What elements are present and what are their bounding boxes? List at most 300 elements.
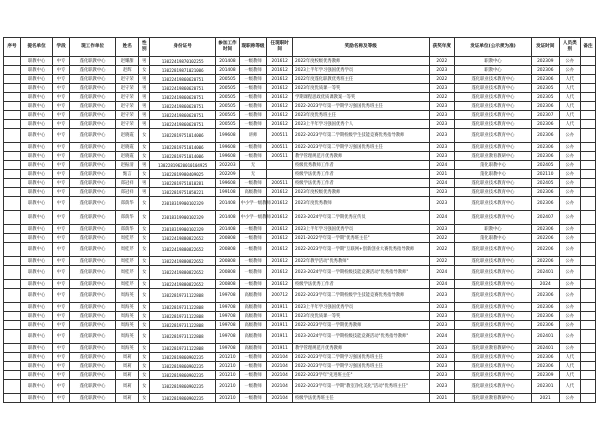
cell-award-year: 2023 — [429, 84, 455, 93]
cell-title-since: 202104 — [267, 362, 293, 371]
cell-issuer: 蓬化职业教育教研中心 — [455, 152, 532, 161]
cell-note — [580, 257, 595, 266]
cell-award-year: 2023 — [429, 152, 455, 161]
cell-work-unit: 蓬化职教中心 — [70, 394, 116, 403]
cell-work-unit: 蓬化职教中心 — [70, 188, 116, 197]
cell-work-unit: 蓬化职教中心 — [70, 170, 116, 179]
cell-start-date: 201210 — [216, 380, 239, 394]
cell-id-number: 23018319900102329 — [150, 211, 216, 225]
cell-id-number: 13022419870102255 — [150, 57, 216, 66]
cell-name: 周海英 — [115, 289, 138, 303]
cell-note — [580, 371, 595, 380]
table-row — [4, 211, 596, 225]
cell-name: 周海英 — [115, 330, 138, 344]
cell-sex: 男 — [139, 75, 150, 84]
cell-work-unit: 蓬化职教中心 — [70, 362, 116, 371]
cell-stage: 中专 — [53, 93, 70, 102]
cell-stage: 中专 — [53, 280, 70, 289]
cell-award: 2022-2023学年第一学期学习强国优秀班主任 — [292, 362, 429, 371]
cell-issue-date: 202306 — [531, 197, 559, 211]
column-header: 发证单位(公示须为准) — [455, 38, 532, 57]
cell-issuer: 蓬化职业技术教育中心 — [455, 243, 532, 257]
cell-issuer: 蓬化职业技术教育中心 — [455, 75, 532, 84]
cell-title-since: 200511 — [267, 129, 293, 143]
cell-staff-type: 公办 — [559, 257, 580, 266]
cell-staff-type: 公办 — [559, 234, 580, 243]
cell-award-year: 2022 — [429, 93, 455, 102]
table-row — [4, 371, 596, 380]
cell-issue-date: 202206 — [531, 243, 559, 257]
cell-issue-date: 2024 — [531, 280, 559, 289]
cell-issuer: 蓬化职业教育教研中心 — [455, 344, 532, 353]
column-header: 现工作单位 — [70, 38, 116, 57]
cell-note — [580, 161, 595, 170]
cell-title-since: 201612 — [267, 188, 293, 197]
cell-sex: 女 — [139, 197, 150, 211]
cell-note — [580, 188, 595, 197]
cell-note — [580, 303, 595, 312]
cell-start-date: 199708 — [216, 312, 239, 321]
cell-award: 2022-2023学年第二学期学习强国优秀班主任 — [292, 353, 429, 362]
cell-note — [580, 84, 595, 93]
cell-stage: 中专 — [53, 161, 70, 170]
cell-id-number: 13022419880822652 — [150, 234, 216, 243]
cell-sex: 女 — [139, 66, 150, 75]
cell-stage: 中专 — [53, 312, 70, 321]
column-header: 提名单位 — [21, 38, 53, 57]
table-row — [4, 289, 596, 303]
cell-nominating-unit: 职教中心 — [21, 353, 53, 362]
cell-title-since: 201612 — [267, 93, 293, 102]
cell-sex: 女 — [139, 371, 150, 380]
cell-work-unit: 蓬化职教中心 — [70, 120, 116, 129]
cell-stage: 中专 — [53, 234, 70, 243]
cell-award: 2023上半年学习强国优秀学员 — [292, 66, 429, 75]
cell-start-date: 202209 — [216, 170, 239, 179]
cell-award: 2022年教学活动"优秀教师" — [292, 257, 429, 266]
cell-staff-type: 人代 — [559, 75, 580, 84]
cell-award-year: 2024 — [429, 161, 455, 170]
cell-title-since: 201612 — [267, 84, 293, 93]
cell-work-unit: 蓬化职教中心 — [70, 234, 116, 243]
cell-note — [580, 179, 595, 188]
cell-issuer: 蓬化职业技术教育中心 — [455, 330, 532, 344]
cell-note — [580, 143, 595, 152]
cell-stage: 中专 — [53, 380, 70, 394]
cell-award: 2023上半年学习强国优秀学员 — [292, 303, 429, 312]
cell-title-since: 202104 — [267, 353, 293, 362]
cell-staff-type: 公办 — [559, 243, 580, 257]
cell-name: 郑荫华 — [115, 211, 138, 225]
cell-staff-type: 公办 — [559, 188, 580, 197]
cell-staff-type: 公办 — [559, 143, 580, 152]
cell-nominating-unit: 职教中心 — [21, 84, 53, 93]
cell-id-number: 13022819751014006 — [150, 143, 216, 152]
cell-issuer: 蓬化职教中心 — [455, 161, 532, 170]
cell-note — [580, 120, 595, 129]
cell-note — [580, 330, 595, 344]
cell-award: 校级学法优秀工作者 — [292, 170, 429, 179]
cell-issuer: 蓬化职业技术教育中心 — [455, 188, 532, 197]
table-row — [4, 225, 596, 234]
cell-sex: 女 — [139, 143, 150, 152]
cell-name: 郑荫华 — [115, 225, 138, 234]
cell-title-since: 201911 — [267, 330, 293, 344]
cell-note — [580, 197, 595, 211]
cell-id-number: 13022819980409025 — [150, 170, 216, 179]
cell-award-year: 2024 — [429, 266, 455, 280]
cell-note — [580, 321, 595, 330]
cell-name: 赵守荣 — [115, 120, 138, 129]
cell-nominating-unit: 职教中心 — [21, 211, 53, 225]
cell-staff-type: 人代 — [559, 380, 580, 394]
cell-staff-type: 人代 — [559, 111, 580, 120]
cell-staff-type: 公办 — [559, 225, 580, 234]
cell-issuer: 职教中心 — [455, 57, 532, 66]
cell-issue-date: 202306 — [531, 129, 559, 143]
column-header: 奖励名称及等级 — [292, 38, 429, 57]
cell-staff-type: 公办 — [559, 289, 580, 303]
column-header: 任现职时间 — [267, 38, 293, 57]
cell-note — [580, 57, 595, 66]
cell-work-unit: 蓬化职教中心 — [70, 57, 116, 66]
cell-no — [4, 66, 21, 75]
cell-title-since: 201612 — [267, 120, 293, 129]
cell-nominating-unit: 职教中心 — [21, 179, 53, 188]
cell-start-date: 199708 — [216, 303, 239, 312]
cell-start-date: 200505 — [216, 93, 239, 102]
cell-title: 一级教师 — [239, 280, 267, 289]
cell-award: 2022-2023学年第一学期"互联网+创新创业大赛优秀指导教师 — [292, 243, 429, 257]
cell-no — [4, 102, 21, 111]
table-row — [4, 143, 596, 152]
table-row — [4, 197, 596, 211]
cell-issue-date: 202306 — [531, 225, 559, 234]
cell-note — [580, 394, 595, 403]
cell-sex: 女 — [139, 312, 150, 321]
cell-award: 2023上半年学习强国优秀学员 — [292, 225, 429, 234]
cell-award: 2023上半年学习强国优秀个人 — [292, 120, 429, 129]
cell-work-unit: 蓬化职教中心 — [70, 289, 116, 303]
cell-sex: 男 — [139, 57, 150, 66]
cell-stage: 中专 — [53, 257, 70, 266]
cell-start-date: 201408 — [216, 66, 239, 75]
cell-id-number: 13022819860902235 — [150, 353, 216, 362]
cell-no — [4, 211, 21, 225]
cell-sex: 女 — [139, 330, 150, 344]
cell-award: 2023年度校级优秀教师 — [292, 188, 429, 197]
cell-staff-type: 人代 — [559, 120, 580, 129]
cell-sex: 女 — [139, 129, 150, 143]
cell-sex: 女 — [139, 225, 150, 234]
cell-name: 周桂芹 — [115, 257, 138, 266]
cell-start-date: 199708 — [216, 321, 239, 330]
cell-no — [4, 371, 21, 380]
column-header: 序号 — [4, 38, 21, 57]
table-row — [4, 152, 596, 161]
cell-no — [4, 380, 21, 394]
cell-id-number: 23018319900102329 — [150, 197, 216, 211]
cell-issuer: 职教中心 — [455, 66, 532, 75]
cell-award-year: 2023 — [429, 289, 455, 303]
table-row — [4, 234, 596, 243]
cell-issue-date: 202306 — [531, 289, 559, 303]
cell-nominating-unit: 职教中心 — [21, 243, 53, 257]
cell-work-unit: 蓬化职教中心 — [70, 211, 116, 225]
cell-sex: 女 — [139, 243, 150, 257]
cell-issue-date: 202306 — [531, 312, 559, 321]
cell-stage: 中专 — [53, 266, 70, 280]
table-row — [4, 394, 596, 403]
cell-name: 赵守荣 — [115, 102, 138, 111]
cell-start-date: 201408 — [216, 197, 239, 211]
cell-no — [4, 197, 21, 211]
cell-title: 高级教师 — [239, 303, 267, 312]
cell-no — [4, 330, 21, 344]
cell-stage: 中专 — [53, 111, 70, 120]
cell-no — [4, 353, 21, 362]
cell-award: 2022-2023学年第一学期优秀教师 — [292, 321, 429, 330]
cell-award: 2022-2023学年第一学期学习强国优秀班主任 — [292, 102, 429, 111]
cell-note — [580, 170, 595, 179]
cell-id-number: 13022819731122808 — [150, 312, 216, 321]
cell-sex: 女 — [139, 394, 150, 403]
table-row — [4, 66, 596, 75]
cell-start-date: 200808 — [216, 280, 239, 289]
cell-issuer: 蓬化职业技术教育中心 — [455, 102, 532, 111]
cell-name: 周桂芹 — [115, 266, 138, 280]
cell-issue-date: 202405 — [531, 179, 559, 188]
cell-name: 周莉 — [115, 380, 138, 394]
cell-id-number: 13022819731122808 — [150, 330, 216, 344]
cell-id-number: 13022819860902235 — [150, 371, 216, 380]
cell-title: 一级教师 — [239, 120, 267, 129]
cell-work-unit: 蓬化职教中心 — [70, 129, 116, 143]
cell-award-year: 2023 — [429, 312, 455, 321]
cell-issue-date: 202306 — [531, 120, 559, 129]
cell-issue-date: 202306 — [531, 321, 559, 330]
table-row — [4, 321, 596, 330]
cell-award-year: 2022 — [429, 234, 455, 243]
cell-issuer: 蓬化职教中心 — [455, 234, 532, 243]
cell-issuer: 蓬化职业技术教育中心 — [455, 303, 532, 312]
table-row — [4, 93, 596, 102]
cell-title: 讲师 — [239, 129, 267, 143]
cell-staff-type: 人代 — [559, 102, 580, 111]
cell-name: 周莉 — [115, 394, 138, 403]
cell-title-since: 201612 — [267, 111, 293, 120]
column-header: 备注 — [580, 38, 595, 57]
cell-note — [580, 380, 595, 394]
cell-note — [580, 102, 595, 111]
cell-note — [580, 344, 595, 353]
cell-start-date: 199608 — [216, 179, 239, 188]
cell-id-number: 13022419880822652 — [150, 280, 216, 289]
cell-title: 高级教师 — [239, 289, 267, 303]
cell-award-year: 2023 — [429, 143, 455, 152]
cell-staff-type: 公办 — [559, 266, 580, 280]
cell-name: 周莉 — [115, 353, 138, 362]
cell-id-number: 23018319900102329 — [150, 225, 216, 234]
cell-title-since: 201911 — [267, 303, 293, 312]
cell-award-year: 2023 — [429, 111, 455, 120]
cell-award-year: 2024 — [429, 280, 455, 289]
cell-name: 赵辉 — [115, 66, 138, 75]
column-header: 现职称等级 — [239, 38, 267, 57]
cell-start-date: 200808 — [216, 243, 239, 257]
cell-issuer: 蓬化职业技术教育中心 — [455, 211, 532, 225]
cell-sex: 男 — [139, 161, 150, 170]
cell-staff-type: 公办 — [559, 303, 580, 312]
cell-title: 一级教师 — [239, 143, 267, 152]
table-row — [4, 266, 596, 280]
cell-nominating-unit: 职教中心 — [21, 66, 53, 75]
table-row — [4, 303, 596, 312]
cell-stage: 中专 — [53, 362, 70, 371]
cell-award: 2022年度校级优秀教师 — [292, 57, 429, 66]
cell-title-since: 201612 — [267, 234, 293, 243]
cell-start-date: 201210 — [216, 371, 239, 380]
cell-staff-type: 公办 — [559, 57, 580, 66]
cell-name: 周莉 — [115, 371, 138, 380]
column-header: 性别 — [139, 38, 150, 57]
cell-start-date: 200808 — [216, 266, 239, 280]
cell-award-year: 2023 — [429, 225, 455, 234]
cell-work-unit: 蓬化职教中心 — [70, 257, 116, 266]
cell-name: 郑冠祥 — [115, 188, 138, 197]
cell-staff-type: 公办 — [559, 66, 580, 75]
table-row — [4, 102, 596, 111]
cell-stage: 中专 — [53, 66, 70, 75]
cell-stage: 中专 — [53, 152, 70, 161]
cell-staff-type: 公办 — [559, 197, 580, 211]
cell-title-since: 201911 — [267, 321, 293, 330]
column-header: 获奖年度 — [429, 38, 455, 57]
cell-no — [4, 161, 21, 170]
cell-nominating-unit: 职教中心 — [21, 197, 53, 211]
cell-work-unit: 蓬化职教中心 — [70, 75, 116, 84]
cell-title-since: 201612 — [267, 243, 293, 257]
cell-start-date: 199108 — [216, 188, 239, 197]
cell-title: 无 — [239, 170, 267, 179]
cell-name: 周桂芹 — [115, 280, 138, 289]
cell-sex: 男 — [139, 188, 150, 197]
cell-no — [4, 170, 21, 179]
cell-name: 赵守荣 — [115, 75, 138, 84]
cell-staff-type: 公办 — [559, 170, 580, 179]
cell-issuer: 蓬化职业技术教育中心 — [455, 179, 532, 188]
cell-work-unit: 蓬化职教中心 — [70, 330, 116, 344]
cell-no — [4, 321, 21, 330]
cell-note — [580, 353, 595, 362]
cell-award: 2023年度优质课一等奖 — [292, 84, 429, 93]
cell-title: 一级教师 — [239, 102, 267, 111]
cell-start-date: 200505 — [216, 102, 239, 111]
cell-note — [580, 129, 595, 143]
cell-issuer: 蓬化职业教育教研中心 — [455, 394, 532, 403]
cell-award: 校级学法优秀班主任 — [292, 394, 429, 403]
cell-no — [4, 93, 21, 102]
cell-issue-date: 202401 — [531, 330, 559, 344]
cell-stage: 中专 — [53, 84, 70, 93]
cell-award: 校级学法优秀工作者 — [292, 179, 429, 188]
cell-title-since: 201612 — [267, 197, 293, 211]
cell-title: 一级教师 — [239, 353, 267, 362]
cell-stage: 中专 — [53, 371, 70, 380]
cell-nominating-unit: 职教中心 — [21, 289, 53, 303]
cell-issuer: 蓬化职业技术教育中心 — [455, 353, 532, 362]
cell-title: 一级教师 — [239, 243, 267, 257]
cell-stage: 中专 — [53, 344, 70, 353]
cell-title: 中小学一级教师 — [239, 197, 267, 211]
cell-award: 教学管理规范月优秀教师 — [292, 344, 429, 353]
cell-title: 一级教师 — [239, 66, 267, 75]
cell-title: 一级教师 — [239, 225, 267, 234]
cell-award-year: 2021 — [429, 170, 455, 179]
cell-award: 2022-2023学年第二学期校级学生技能竞赛优秀指导教师 — [292, 289, 429, 303]
cell-title: 一级教师 — [239, 234, 267, 243]
cell-title-since: 200712 — [267, 289, 293, 303]
cell-staff-type: 公办 — [559, 394, 580, 403]
table-row — [4, 380, 596, 394]
cell-id-number: 13022419860620751 — [150, 120, 216, 129]
cell-start-date: 199608 — [216, 129, 239, 143]
cell-title-since: 200511 — [267, 152, 293, 161]
cell-note — [580, 111, 595, 120]
table-row — [4, 75, 596, 84]
cell-issuer: 蓬化职业技术教育中心 — [455, 312, 532, 321]
cell-work-unit: 蓬化职教中心 — [70, 84, 116, 93]
cell-start-date: 200808 — [216, 257, 239, 266]
cell-nominating-unit: 职教中心 — [21, 93, 53, 102]
cell-title: 一级教师 — [239, 371, 267, 380]
cell-nominating-unit: 职教中心 — [21, 362, 53, 371]
cell-name: 周桂芹 — [115, 234, 138, 243]
cell-staff-type: 人代 — [559, 84, 580, 93]
cell-title-since: 202104 — [267, 380, 293, 394]
cell-stage: 中专 — [53, 170, 70, 179]
cell-start-date: 201408 — [216, 225, 239, 234]
cell-sex: 男 — [139, 179, 150, 188]
cell-name: 赵守荣 — [115, 84, 138, 93]
cell-work-unit: 蓬化职教中心 — [70, 102, 116, 111]
cell-note — [580, 243, 595, 257]
cell-title: 高级教师 — [239, 321, 267, 330]
cell-nominating-unit: 职教中心 — [21, 152, 53, 161]
cell-start-date: 200808 — [216, 234, 239, 243]
cell-stage: 中专 — [53, 57, 70, 66]
table-row — [4, 111, 596, 120]
cell-title-since: 200511 — [267, 179, 293, 188]
table-row — [4, 243, 596, 257]
table-row — [4, 280, 596, 289]
cell-id-number: 13022419880822652 — [150, 266, 216, 280]
cell-stage: 中专 — [53, 353, 70, 362]
cell-stage: 中专 — [53, 143, 70, 152]
cell-note — [580, 152, 595, 161]
cell-issuer: 蓬化职业技术教育中心 — [455, 321, 532, 330]
cell-title: 一级教师 — [239, 362, 267, 371]
cell-no — [4, 84, 21, 93]
cell-name: 赵耀甜 — [115, 57, 138, 66]
cell-nominating-unit: 职教中心 — [21, 371, 53, 380]
cell-nominating-unit: 职教中心 — [21, 280, 53, 289]
cell-id-number: 13022819751050221 — [150, 188, 216, 197]
cell-title: 一级教师 — [239, 394, 267, 403]
cell-title: 高级教师 — [239, 188, 267, 197]
cell-no — [4, 243, 21, 257]
cell-no — [4, 129, 21, 143]
